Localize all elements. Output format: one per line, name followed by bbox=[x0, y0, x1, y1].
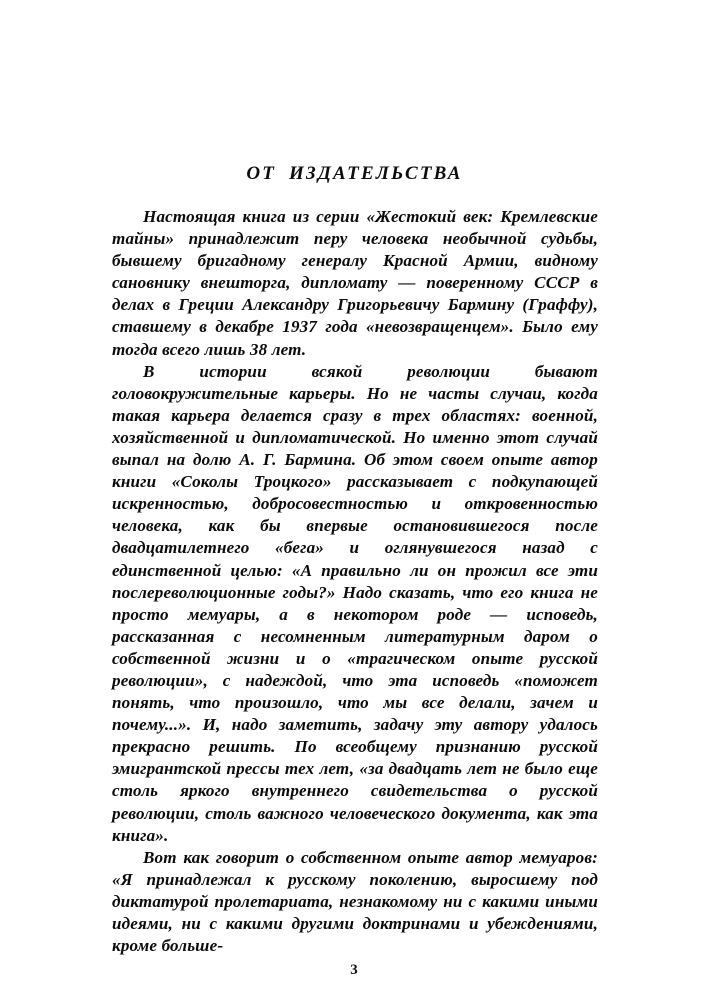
paragraph: В истории всякой революции бывают головокружительные карьеры. Но не часты случаи, когда такая карьера делается сразу в трех областях: военной, хозяйственной и дипломатической. Но именно этот случай выпал на долю А. Г. Бармина. Об этом своем опыте автор книги «Соколы Троцкого» рассказывает с подкупающей искренностью, добросовестностью и откровенностью человека, как бы впервые остановившегося после двадцатилетнего «бега» и оглянувшегося назад с единственной целью: «А правильно ли он прожил все эти послереволюционные годы?» Надо сказать, что его книга не просто мемуары, а в некотором роде — исповедь, рассказанная с несомненным литературным даром о собственной жизни и о «трагическом опыте русской революции», с надеждой, что эта исповедь «поможет понять, что произошло, что мы все делали, зачем и почему...». И, надо заметить, задачу эту автору удалось прекрасно решить. По всеобщему признанию русской эмигрантской прессы тех лет, «за двадцать лет не было еще столь яркого внутреннего свидетельства о русской революции, столь важного человеческого документа, как эта книга». bbox=[112, 361, 598, 845]
page-title: ОТ ИЗДАТЕЛЬСТВА bbox=[246, 163, 463, 184]
body-text-column bbox=[112, 206, 598, 957]
paragraph: Вот как говорит о собственном опыте автор мемуаров: «Я принадлежал к русскому поколению, выросшему под диктатурой пролетариата, незнакомому ни с какими иными идеями, ни с какими другими доктринами и убеждениями, кроме больше- bbox=[112, 847, 598, 956]
paragraph: Настоящая книга из серии «Жестокий век: Кремлевские тайны» принадлежит перу человека необычной судьбы, бывшему бригадному генералу Красной Армии, видному сановнику внешторга, дипломату — поверенному СССР в делах в Греции Александру Григорьевичу Бармину (Граффу), ставшему в декабре 1937 года «невозвращенцем». Было ему тогда всего лишь 38 лет. bbox=[112, 207, 598, 359]
page-number: 3 bbox=[350, 962, 358, 978]
